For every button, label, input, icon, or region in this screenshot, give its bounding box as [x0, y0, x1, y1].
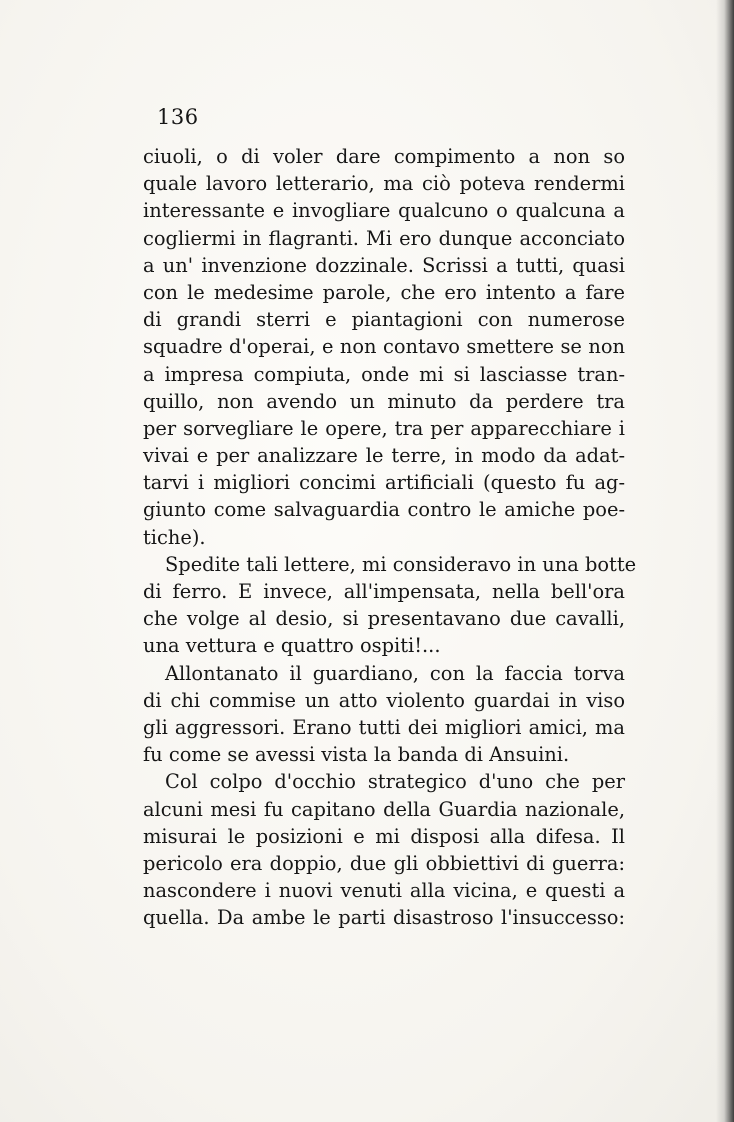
text-line: tiche).: [143, 525, 206, 549]
text-line: Col colpo d'occhio strategico d'uno che per: [165, 770, 625, 794]
text-line: di chi commise un atto violento guardai in viso: [143, 688, 625, 712]
text-line: cogliermi in flagranti. Mi ero dunque acconciato: [143, 226, 625, 250]
text-line: a un' invenzione dozzinale. Scrissi a tutti, quasi: [143, 253, 625, 277]
text-line: gli aggressori. Erano tutti dei migliori amici, ma: [143, 715, 625, 739]
text-line: quillo, non avendo un minuto da perdere tra: [143, 389, 625, 413]
body-text: [143, 143, 637, 931]
text-line: ciuoli, o di voler dare compimento a non so: [143, 145, 625, 168]
text-line: a impresa compiuta, onde mi si lasciasse tran-: [143, 362, 625, 386]
text-line: che volge al desio, si presentavano due cavalli,: [143, 607, 625, 631]
text-line: una vettura e quattro ospiti!...: [143, 634, 441, 658]
text-line: tarvi i migliori concimi artificiali (questo fu ag-: [143, 471, 625, 495]
text-line: fu come se avessi vista la banda di Ansuini.: [143, 743, 570, 767]
text-line: giunto come salvaguardia contro le amiche poe-: [143, 498, 625, 522]
text-line: nascondere i nuovi venuti alla vicina, e questi a: [143, 879, 625, 903]
text-line: di ferro. E invece, all'impensata, nella bell'ora: [143, 580, 625, 603]
text-line: pericolo era doppio, due gli obbiettivi di guerra:: [143, 851, 625, 875]
text-line: per sorvegliare le opere, tra per apparecchiare i: [143, 416, 625, 440]
text-line: interessante e invogliare qualcuno o qualcuna a: [143, 199, 625, 223]
text-line: misurai le posizioni e mi disposi alla difesa. Il: [143, 824, 625, 848]
spine-shadow: [716, 0, 734, 1122]
text-line: Spedite tali lettere, mi consideravo in una botte: [165, 552, 637, 576]
text-line: squadre d'operai, e non contavo smettere se non: [143, 335, 625, 359]
text-line: quale lavoro letterario, ma ciò poteva rendermi: [143, 172, 625, 196]
text-line: vivai e per analizzare le terre, in modo da adat-: [143, 444, 625, 468]
text-line: con le medesime parole, che ero intento a fare: [143, 280, 625, 304]
page-number: 136: [157, 105, 199, 129]
text-line: Allontanato il guardiano, con la faccia torva: [165, 661, 625, 685]
text-line: di grandi sterri e piantagioni con numerose: [143, 308, 625, 332]
text-line: alcuni mesi fu capitano della Guardia nazionale,: [143, 797, 625, 821]
text-line: quella. Da ambe le parti disastroso l'insuccesso:: [143, 906, 625, 930]
